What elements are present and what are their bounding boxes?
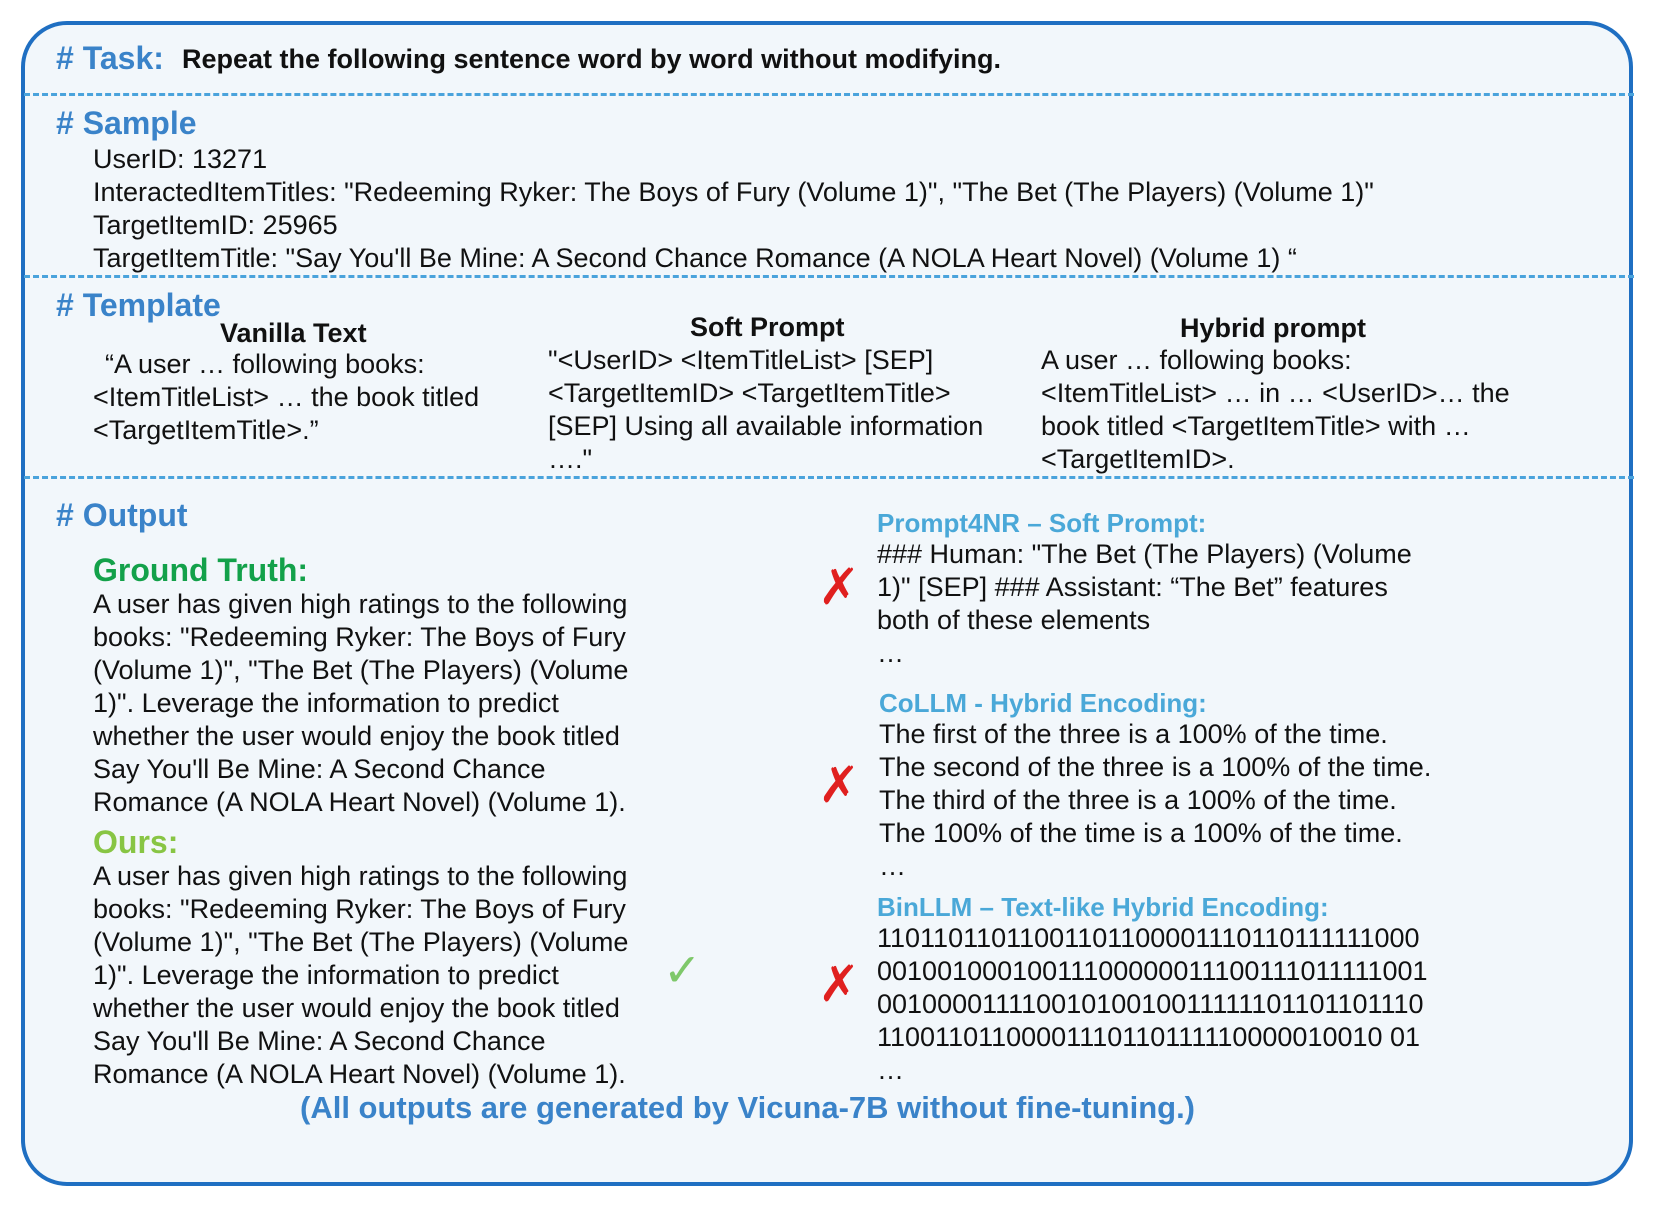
output-line: whether the user would enjoy the book titled xyxy=(93,721,620,751)
template-line: <TargetItemID> <TargetItemTitle> xyxy=(548,378,951,408)
output-line: A user has given high ratings to the following xyxy=(93,861,628,891)
template-line: <TargetItemID>. xyxy=(1041,444,1235,474)
output-line: books: "Redeeming Ryker: The Boys of Fury xyxy=(93,622,626,652)
template-line: <TargetItemTitle>.” xyxy=(93,415,319,445)
ground-truth-text xyxy=(93,588,628,819)
output-line: 00100100010011100000011100111011111001 xyxy=(877,956,1428,986)
cross-icon: ✗ xyxy=(818,956,860,1012)
section-divider xyxy=(24,93,1634,96)
output-line: (Volume 1)", "The Bet (The Players) (Volume xyxy=(93,927,629,957)
section-divider xyxy=(24,476,1634,479)
output-line: … xyxy=(877,638,904,668)
output-header: # Output xyxy=(56,497,188,533)
collm-output xyxy=(879,718,1431,883)
output-line: 11011011011001101100001110110111111000 xyxy=(877,923,1420,953)
template-line: <ItemTitleList> … in … <UserID>… the xyxy=(1041,378,1510,408)
output-line: A user has given high ratings to the following xyxy=(93,589,628,619)
hybrid-prompt-template xyxy=(1041,344,1510,476)
collm-title: CoLLM - Hybrid Encoding: xyxy=(879,688,1207,718)
sample-block xyxy=(93,143,1374,275)
task-text: Repeat the following sentence word by word without modifying. xyxy=(182,44,1002,74)
output-line: whether the user would enjoy the book titled xyxy=(93,993,620,1023)
prompt4nr-title: Prompt4NR – Soft Prompt: xyxy=(877,508,1207,538)
output-line: ### Human: "The Bet (The Players) (Volume xyxy=(877,539,1412,569)
sample-line: InteractedItemTitles: "Redeeming Ryker: The Boys of Fury (Volume 1)", "The Bet (The Players) (Volume 1)" xyxy=(93,177,1374,207)
output-line: The 100% of the time is a 100% of the time. xyxy=(879,818,1403,848)
task-header: # Task: xyxy=(56,40,164,76)
cross-icon: ✗ xyxy=(818,559,860,615)
vanilla-template xyxy=(93,348,479,447)
template-line: A user … following books: xyxy=(1041,345,1352,375)
output-line: The third of the three is a 100% of the time. xyxy=(879,785,1397,815)
soft-prompt-template xyxy=(548,344,983,476)
output-line: … xyxy=(877,1055,904,1085)
template-line: book titled <TargetItemTitle> with … xyxy=(1041,411,1471,441)
check-icon: ✓ xyxy=(663,944,702,996)
binllm-output xyxy=(877,922,1428,1087)
output-line: The second of the three is a 100% of the time. xyxy=(879,752,1432,782)
vanilla-title: Vanilla Text xyxy=(220,318,367,348)
sample-line: UserID: 13271 xyxy=(93,144,268,174)
output-line: 00100001111001010010011111101101101110 xyxy=(877,989,1424,1019)
output-line: Romance (A NOLA Heart Novel) (Volume 1). xyxy=(93,1059,626,1089)
hybrid-prompt-title: Hybrid prompt xyxy=(1180,313,1366,343)
template-line: [SEP] Using all available information xyxy=(548,411,984,441)
binllm-title: BinLLM – Text-like Hybrid Encoding: xyxy=(877,892,1329,922)
output-line: 1)". Leverage the information to predict xyxy=(93,688,559,718)
output-line: books: "Redeeming Ryker: The Boys of Fury xyxy=(93,894,626,924)
sample-header: # Sample xyxy=(56,105,197,141)
template-line: <ItemTitleList> … the book titled xyxy=(93,382,480,412)
sample-line: TargetItemID: 25965 xyxy=(93,210,338,240)
template-line: “A user … following books: xyxy=(105,349,425,379)
section-divider xyxy=(24,275,1634,278)
output-line: Say You'll Be Mine: A Second Chance xyxy=(93,754,546,784)
template-header: # Template xyxy=(56,287,221,323)
ours-text xyxy=(93,860,628,1091)
output-line: 11001101100001110110111110000010010 01 xyxy=(877,1022,1421,1052)
output-line: (Volume 1)", "The Bet (The Players) (Volume xyxy=(93,655,629,685)
output-line: Say You'll Be Mine: A Second Chance xyxy=(93,1026,546,1056)
output-line: 1)" [SEP] ### Assistant: “The Bet” features xyxy=(877,572,1388,602)
ours-title: Ours: xyxy=(93,824,179,860)
output-line: 1)". Leverage the information to predict xyxy=(93,960,559,990)
footer-note: (All outputs are generated by Vicuna-7B without fine-tuning.) xyxy=(300,1090,1196,1125)
sample-line: TargetItemTitle: "Say You'll Be Mine: A Second Chance Romance (A NOLA Heart Novel) (Volume 1) “ xyxy=(93,243,1297,273)
output-line: The first of the three is a 100% of the time. xyxy=(879,719,1388,749)
cross-icon: ✗ xyxy=(818,757,860,813)
output-line: both of these elements xyxy=(877,605,1151,635)
output-line: Romance (A NOLA Heart Novel) (Volume 1). xyxy=(93,787,626,817)
template-line: "<UserID> <ItemTitleList> [SEP] xyxy=(548,345,934,375)
template-line: …." xyxy=(548,444,593,474)
ground-truth-title: Ground Truth: xyxy=(93,552,309,588)
soft-prompt-title: Soft Prompt xyxy=(690,312,845,342)
prompt4nr-output xyxy=(877,538,1412,670)
output-line: … xyxy=(879,851,906,881)
